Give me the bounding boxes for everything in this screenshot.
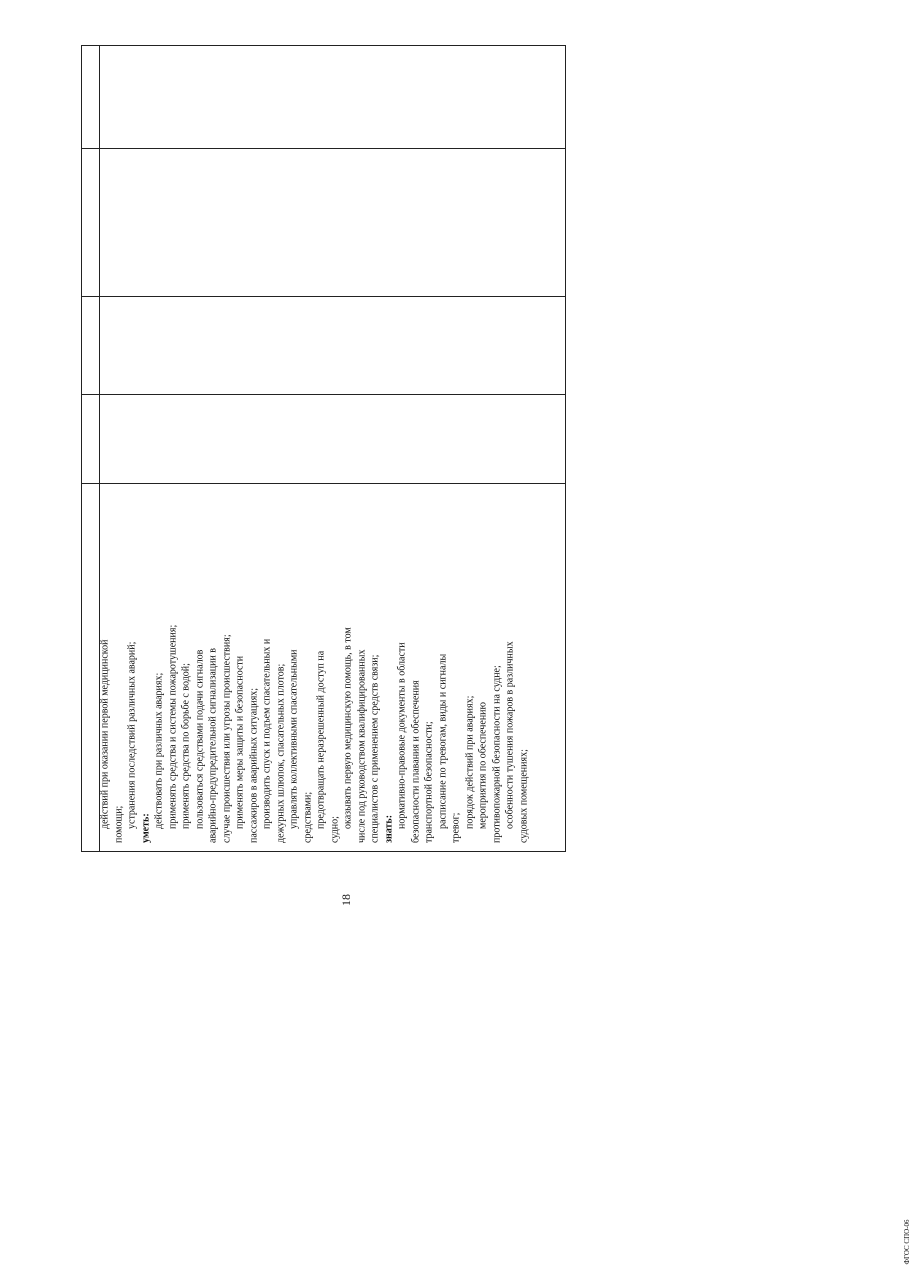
text-line: применять средства и системы пожаротушения; [166, 624, 178, 829]
text-line: предотвращать неразрешенный доступ на [315, 650, 326, 829]
text-line: транспортной безопасности; [423, 721, 434, 843]
text-line: дежурных шлюпок, спасательных плотов; [274, 663, 286, 843]
text-line: тревог; [450, 812, 461, 843]
page-number-text: 18 [339, 894, 353, 906]
text-line: устранения последствий различных аварий; [126, 641, 137, 829]
text-line: производить спуск и подъем спасательных и [261, 638, 272, 829]
text-line: применять средства по борьбе с водой; [180, 663, 191, 829]
text-line: специалистов с применением средств связи; [369, 654, 380, 843]
text-line: мероприятия по обеспечению [477, 701, 488, 829]
text-line: судно; [328, 816, 340, 843]
text-line: действий при оказании первой медицинской [99, 639, 110, 829]
text-line: безопасности плавания и обеспечения [409, 680, 421, 843]
text-line: помощи; [112, 805, 124, 843]
text-line: применять меры защиты и безопасности [234, 655, 245, 829]
row-divider-2 [82, 296, 565, 297]
text-line: действовать при различных авариях; [153, 672, 164, 829]
text-line: особенности тушения пожаров в различных [504, 641, 515, 829]
text-line: средствами; [301, 791, 313, 843]
text-line: знать: [382, 814, 394, 843]
text-line: расписание по тревогам, виды и сигналы [436, 653, 448, 829]
text-line: оказывать первую медицинскую помощь, в том [342, 627, 353, 829]
competency-text [98, 483, 553, 843]
text-line: числе под руководством квалифицированных [355, 649, 367, 843]
text-line: пользоваться средствами подачи сигналов [193, 649, 205, 829]
text-line: судовых помещениях; [517, 749, 529, 843]
text-line: нормативно-правовые документы в области [396, 642, 407, 829]
row-divider-1 [82, 148, 565, 149]
text-line: случае происшествия или угрозы происшествия; [220, 634, 232, 843]
text-line: пассажиров в аварийных ситуациях; [247, 687, 259, 843]
text-line: аварийно-предупредительной сигнализации в [207, 647, 218, 843]
row-divider-3 [82, 394, 565, 395]
text-line: управлять коллективными спасательными [288, 649, 299, 829]
text-line: уметь: [139, 813, 151, 843]
footer [587, 790, 911, 1265]
text-line: порядок действий при авариях; [463, 695, 475, 829]
competency-text-cell [98, 483, 553, 843]
footer-code: ФГОС СПО-06 [903, 1219, 911, 1265]
text-line: противопожарной безопасности на судне; [490, 665, 502, 843]
